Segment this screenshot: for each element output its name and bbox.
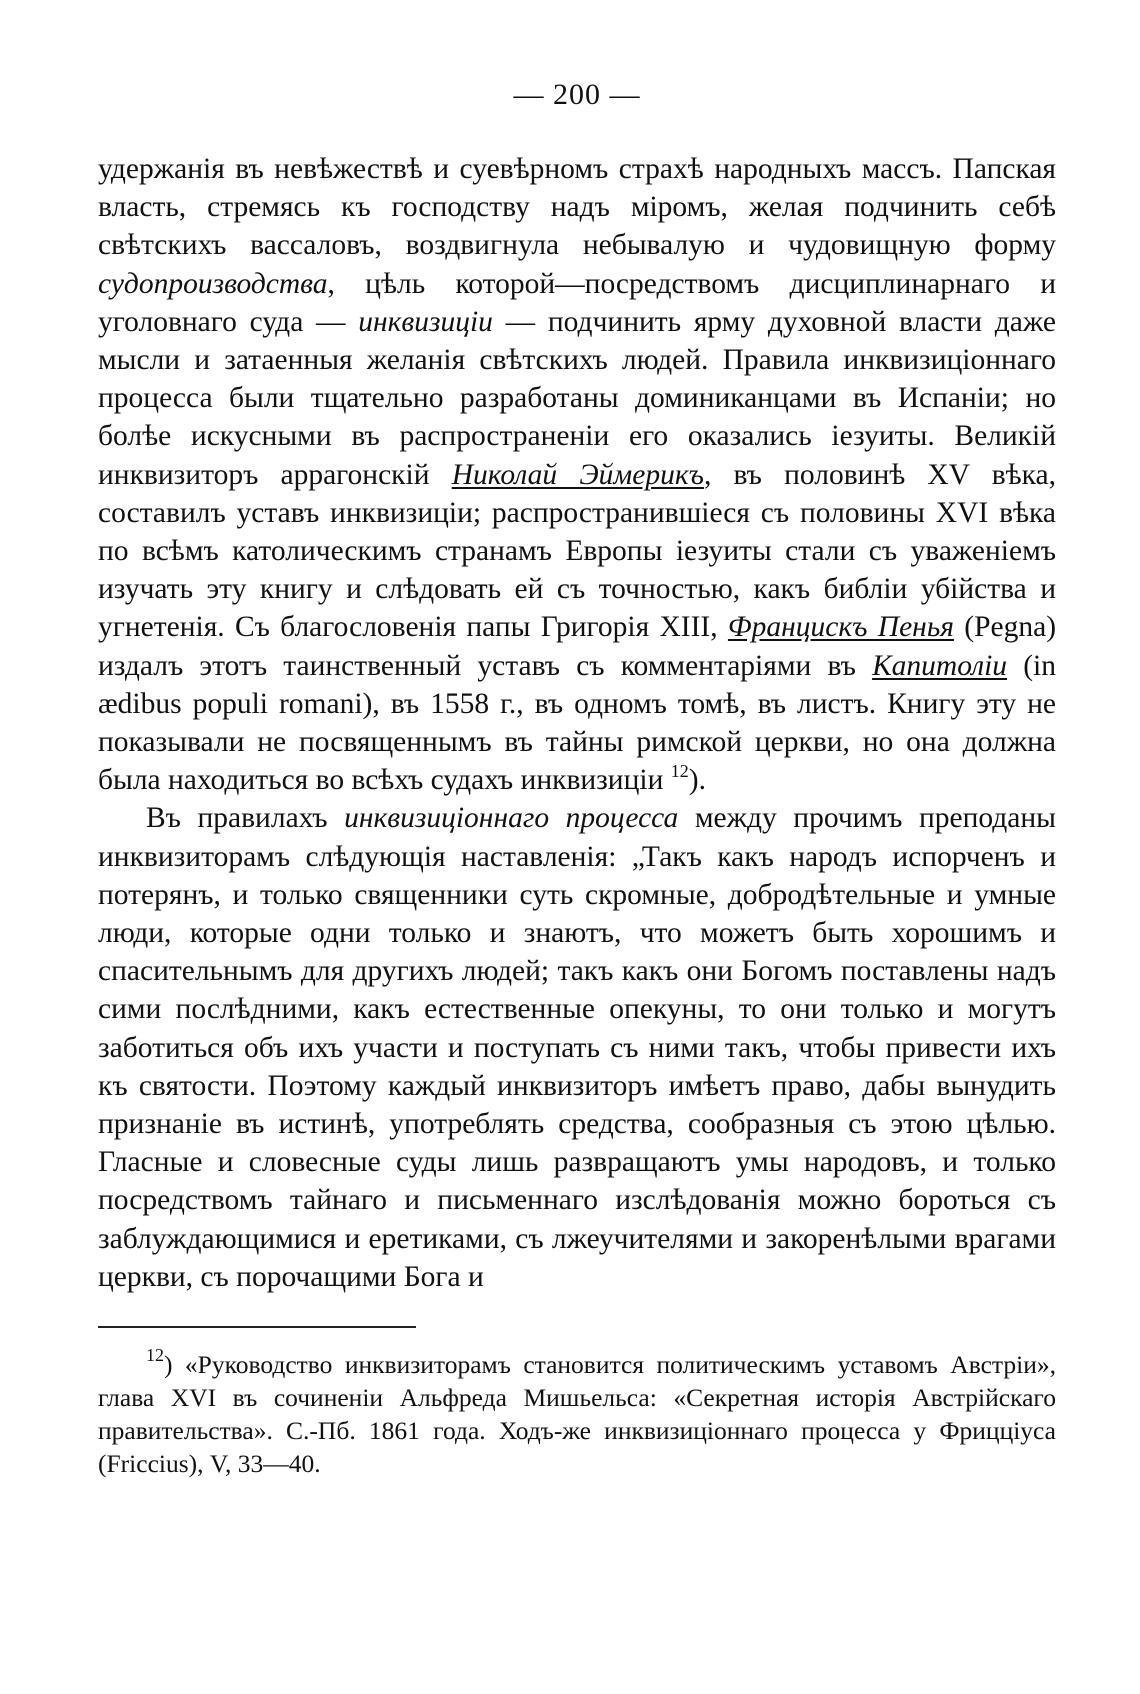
term-sudoproizvodstvo: судопроизводства bbox=[98, 267, 328, 300]
term-inkvizicionnyi-process: инквизиціоннаго процесса bbox=[344, 802, 679, 835]
footnote-divider bbox=[98, 1326, 416, 1328]
footnote-mark: 12 bbox=[146, 1345, 164, 1366]
paragraph-1-text-7: ). bbox=[688, 764, 706, 797]
page-number: — 200 — bbox=[513, 78, 641, 111]
paragraph-1-text-1: удержанія въ невѣжествѣ и суевѣрномъ страхѣ народныхъ массъ. Папская власть, стремясь къ господству надъ міромъ, желая подчинить себѣ свѣтскихъ вассаловъ, воздвигнула небывалую и чудовищную форму bbox=[98, 153, 1056, 262]
term-inkvizicija: инквизиціи bbox=[358, 305, 493, 338]
name-francisk-penya: Францискъ Пенья bbox=[727, 611, 954, 644]
book-page bbox=[98, 70, 1056, 1480]
paragraph-1-text-3: — подчинить ярму духовной власти даже мысли и затаенныя желанія свѣтскихъ людей. Правила инквизиціоннаго процесса были тщательно разработаны доминиканцами въ Испаніи; но болѣе искусными въ распространеніи его оказались іезуиты. Великій инквизиторъ аррагонскій bbox=[98, 305, 1056, 491]
main-text bbox=[98, 150, 1056, 1296]
place-kapitolii: Капитоліи bbox=[872, 649, 1008, 682]
paragraph-2-text-2: между прочимъ преподаны инквизиторамъ слѣдующія наставленія: „Такъ какъ народъ испорченъ и потерянъ, и только священники суть скромные, добродѣтельные и умные люди, которые одни только и знаютъ, что можетъ быть хорошимъ и спасительнымъ для другихъ людей; такъ какъ они Богомъ поставлены надъ сими послѣдними, какъ естественные опекуны, то они только и могутъ заботиться объ ихъ участи и поступать съ ними такъ, чтобы привести ихъ къ святости. Поэтому каждый инквизиторъ имѣетъ право, дабы вынудить признаніе въ истинѣ, употреблять средства, сообразныя съ этою цѣлью. Гласные и словесные суды лишь развращаютъ умы народовъ, и только посредствомъ тайнаго и письменнаго изслѣдованія можно бороться съ заблуждающимися и еретиками, съ лжеучителями и закоренѣлыми врагами церкви, съ порочащими Бога и bbox=[98, 802, 1056, 1293]
paragraph-1-text-6: (in ædibus populi romani), въ 1558 г., въ одномъ томѣ, въ листъ. Книгу эту не показывали не посвященнымъ въ тайны римской церкви, но она должна была находиться во всѣхъ судахъ инквизиціи bbox=[98, 649, 1056, 797]
footnote-text: ) «Руководство инквизиторамъ становится политическимъ уставомъ Австріи», глава XVI въ сочиненіи Альфреда Мишьельса: «Секретная исторія Австрійскаго правительства». С.-Пб. 1861 года. Ходъ-же инквизиціоннаго процесса у Фрицціуса (Friccius), V, 33—40. bbox=[98, 1350, 1056, 1479]
footnote bbox=[98, 1345, 1056, 1480]
paragraph-1-text-5: (Pegna) издалъ этотъ таинственный уставъ съ комментаріями въ bbox=[98, 611, 1057, 682]
paragraph-1-text-4: , въ половинѣ XV вѣка, составилъ уставъ инквизиціи; распространившіеся съ половины XVI вѣка по всѣмъ католическимъ странамъ Европы іезуиты стали съ уваженіемъ изучать эту книгу и слѣдовать ей съ точностью, какъ библіи убійства и угнетенія. Съ благословенія папы Григорія XIII, bbox=[98, 458, 1056, 644]
paragraph-2-text-1: Въ правилахъ bbox=[146, 802, 345, 835]
name-nikolai-eimerik: Николай Эймерикъ bbox=[451, 458, 704, 491]
footnote-reference[interactable]: 12 bbox=[670, 761, 689, 782]
paragraph-1-text-2: , цѣль которой—посредствомъ дисциплинарнаго и уголовнаго суда — bbox=[98, 267, 1056, 338]
paragraph-2 bbox=[98, 799, 1056, 1296]
paragraph-1 bbox=[98, 150, 1056, 799]
